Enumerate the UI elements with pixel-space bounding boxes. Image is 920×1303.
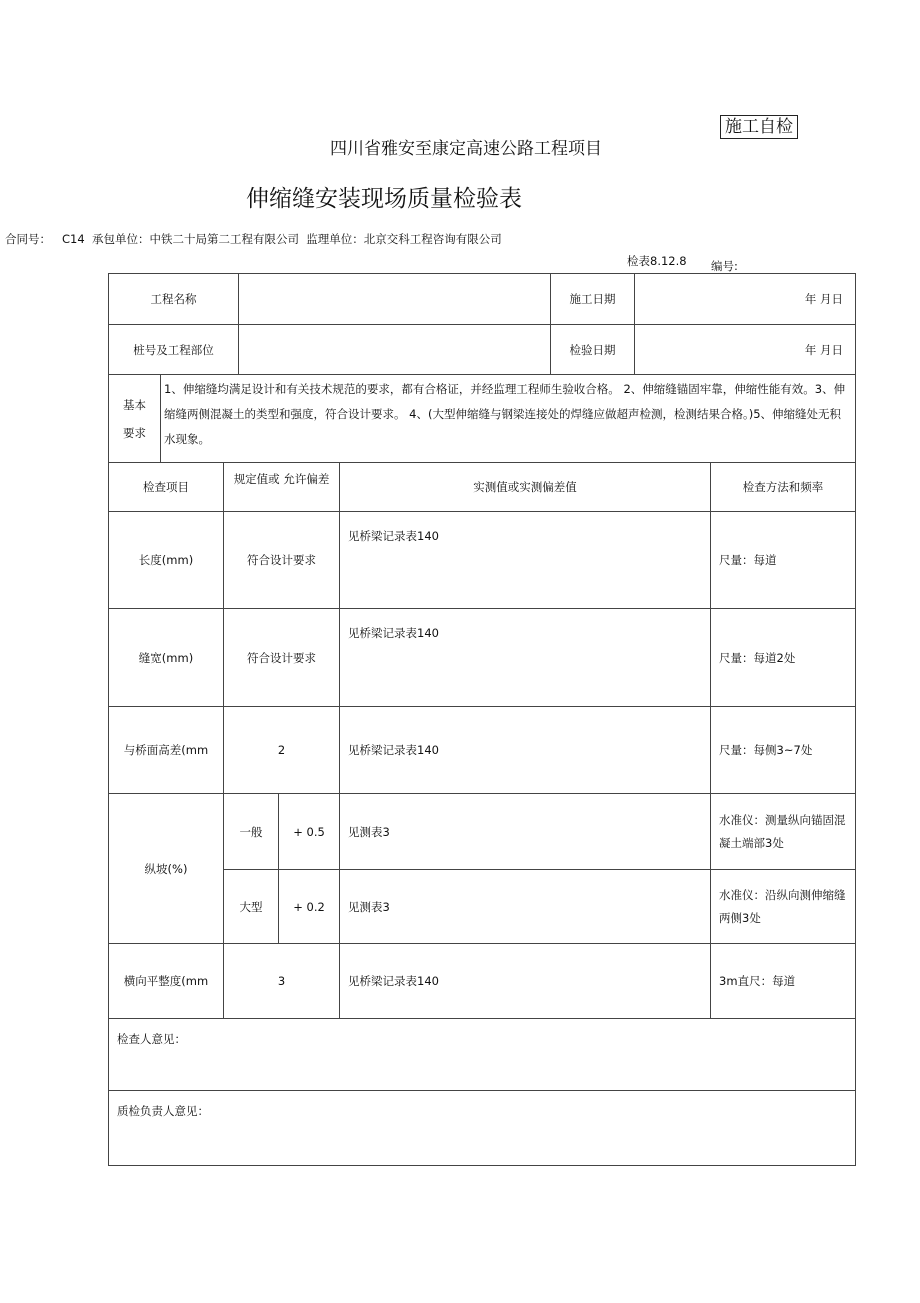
item-method: 尺量：每道 — [711, 512, 856, 609]
item-method: 3m直尺：每道 — [711, 944, 856, 1019]
item-name: 缝宽(mm) — [109, 609, 224, 707]
item-measured[interactable]: 见桥梁记录表140 — [340, 609, 711, 707]
header-item: 检查项目 — [109, 463, 224, 512]
station-value[interactable] — [239, 325, 551, 375]
item-measured[interactable]: 见桥梁记录表140 — [340, 944, 711, 1019]
form-number: 检表8.12.8 — [627, 254, 687, 268]
station-label: 桩号及工程部位 — [109, 325, 239, 375]
project-name-label: 工程名称 — [109, 274, 239, 325]
slope-method: 水准仪：测量纵向锚固混凝土端部3处 — [711, 794, 856, 870]
slope-measured[interactable]: 见测表3 — [340, 870, 711, 944]
serial-label: 编号: — [711, 259, 738, 273]
label-line-1: 基本 — [123, 397, 146, 412]
header-spec: 规定值或 允许偏差 — [224, 463, 340, 512]
item-method: 尺量：每侧3~7处 — [711, 707, 856, 794]
item-name: 横向平整度(mm — [109, 944, 224, 1019]
check-date-label: 检验日期 — [551, 325, 635, 375]
table-row — [109, 707, 856, 794]
inspection-table — [108, 273, 856, 1166]
item-name: 长度(mm) — [109, 512, 224, 609]
item-spec: 符合设计要求 — [224, 512, 340, 609]
slope-measured[interactable]: 见测表3 — [340, 794, 711, 870]
table-row — [109, 794, 856, 870]
inspector-opinion[interactable]: 检查人意见： — [109, 1019, 856, 1091]
slope-type: 一般 — [224, 794, 279, 870]
build-date-value[interactable]: 年 月日 — [635, 274, 856, 325]
slope-item: 纵坡(%) — [109, 794, 224, 944]
slope-type: 大型 — [224, 870, 279, 944]
table-row — [109, 609, 856, 707]
item-measured[interactable]: 见桥梁记录表140 — [340, 512, 711, 609]
item-spec: 符合设计要求 — [224, 609, 340, 707]
item-name: 与桥面高差(mm — [109, 707, 224, 794]
item-spec: 3 — [224, 944, 340, 1019]
qc-opinion[interactable]: 质检负责人意见： — [109, 1091, 856, 1166]
basic-requirements-text: 1、伸缩缝均满足设计和有关技术规范的要求，都有合格证，并经监理工程师生验收合格。 2、伸缩缝锚固牢靠，伸缩性能有效。3、伸缩缝两侧混凝土的类型和强度，符合设计要求。 4、(大型伸缩缝与钢梁连接处的焊缝应做超声检测，检测结果合格。)5、伸缩缝处无积水现象。 — [161, 375, 856, 463]
header-measured: 实测值或实测偏差值 — [340, 463, 711, 512]
project-name: 四川省雅安至康定高速公路工程项目 — [330, 139, 602, 159]
check-date-value[interactable]: 年 月日 — [635, 325, 856, 375]
table-row — [109, 512, 856, 609]
slope-spec: + 0.5 — [279, 794, 340, 870]
table-row — [109, 944, 856, 1019]
contract-line: 合同号： C14 承包单位：中铁二十局第二工程有限公司 监理单位：北京交科工程咨询有限公司 — [5, 232, 502, 246]
label-line-2: 要求 — [123, 425, 146, 440]
project-name-value[interactable] — [239, 274, 551, 325]
header-method: 检查方法和频率 — [711, 463, 856, 512]
page-title: 伸缩缝安装现场质量检验表 — [246, 186, 522, 212]
item-method: 尺量：每道2处 — [711, 609, 856, 707]
basic-requirements-label — [109, 375, 161, 463]
self-check-stamp: 施工自检 — [720, 115, 798, 139]
item-spec: 2 — [224, 707, 340, 794]
slope-spec: + 0.2 — [279, 870, 340, 944]
slope-method: 水准仪：沿纵向测伸缩缝两侧3处 — [711, 870, 856, 944]
build-date-label: 施工日期 — [551, 274, 635, 325]
item-measured[interactable]: 见桥梁记录表140 — [340, 707, 711, 794]
